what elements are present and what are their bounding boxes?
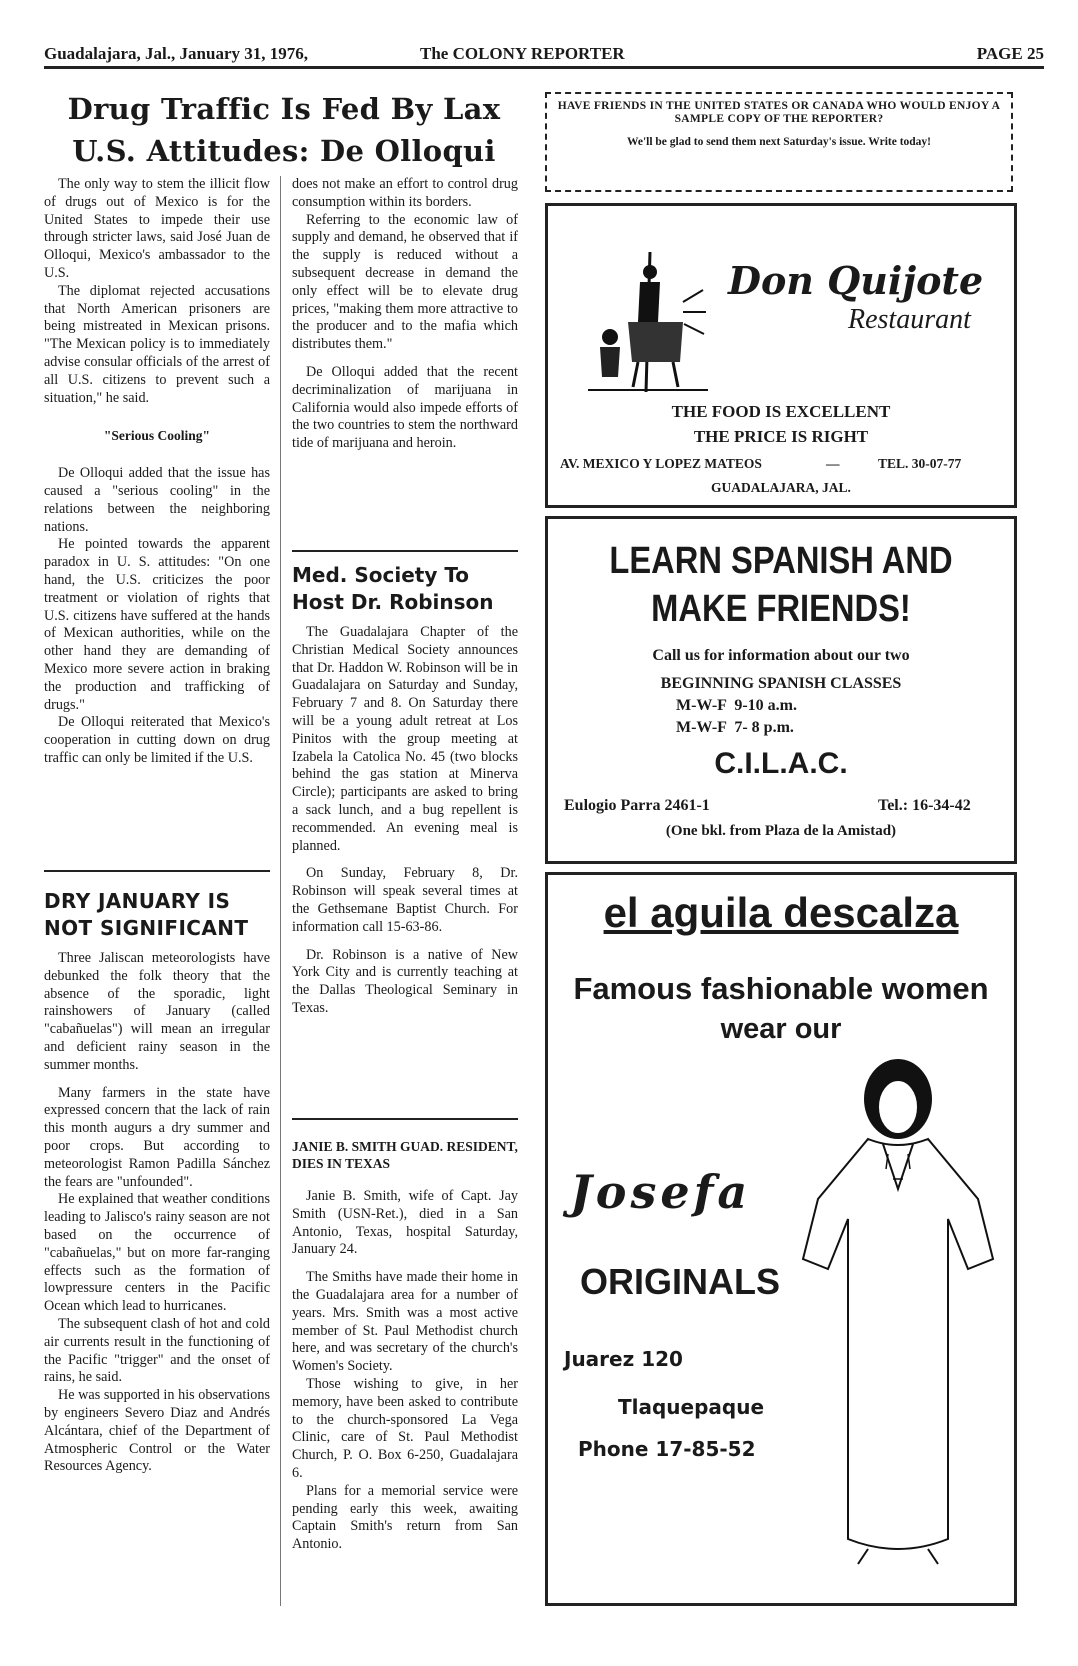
janie-paragraph: Janie B. Smith, wife of Capt. Jay Smith (USN-Ret.), died in a San Antonio, Texas, hospital Saturday, January 24. <box>292 1188 518 1258</box>
spanish-classes: BEGINNING SPANISH CLASSES <box>660 675 902 692</box>
drug-headline-line1: Drug Traffic Is Fed By Lax <box>67 92 501 126</box>
dry-paragraph: Many farmers in the state have expressed concern that the lack of rain this month augurs a dry summer and poor crops. But according to meteorologist Ramon Padilla Sánchez the fears are "unfounded". <box>44 1084 270 1190</box>
dash: — <box>826 456 840 471</box>
dry-paragraph: Three Jaliscan meteorologists have debunked the folk theory that the absence of the sporadic, light rainshowers of January (called "cabañuelas") will mean an irregular and deficient rainy season in the summer months. <box>44 950 270 1073</box>
restaurant-phone: TEL. 30-07-77 <box>878 456 962 471</box>
drug-headline-line2: U.S. Attitudes: De Olloqui <box>72 134 496 168</box>
med-paragraph: Dr. Robinson is a native of New York City and is currently teaching at the Dallas Theological Seminary in Texas. <box>292 946 518 1016</box>
drug-paragraph: does not make an effort to control drug consumption within its borders. <box>292 176 518 210</box>
aguila-descalza-ad <box>545 872 1017 1606</box>
store-phone: Phone 17-85-52 <box>578 1437 756 1461</box>
school-phone: Tel.: 16-34-42 <box>878 797 971 814</box>
dry-paragraph: He explained that weather conditions leading to Jalisco's rainy season are not based on the occurrence of "cabañuelas," but on more far-ranging effects such as the formation of lowpressure centers in the Pacific Ocean which lead to hurricanes. <box>44 1191 270 1315</box>
promo-line2: We'll be glad to send them next Saturday's issue. Write today! <box>626 136 932 148</box>
med-paragraph: The Guadalajara Chapter of the Christian Medical Society announces that Dr. Haddon W. Robinson will be in Guadalajara on Saturday and Sunday, February 7 and 8. On Saturday there will be a young adult retreat at Los Pinitos with the group meeting at Izabela la Catolica No. 45 (two blocks behind the gas station at Minerva Circle); participants are asked to bring a sack lunch, and a bug repellent is recommended. An evening meal is planned. <box>292 624 518 854</box>
school-address: Eulogio Parra 2461-1 <box>564 797 710 814</box>
med-paragraph: On Sunday, February 8, Dr. Robinson will speak several times at the Gethsemane Baptist Church. For information call 15-63-86. <box>292 865 518 935</box>
don-quijote-illustration-icon <box>588 242 708 392</box>
med-society-headline: Med. Society To Host Dr. Robinson <box>292 563 494 614</box>
janie-paragraph: Plans for a memorial service were pending early this week, awaiting Captain Smith's return from San Antonio. <box>292 1482 518 1553</box>
promo-line1: HAVE FRIENDS IN THE UNITED STATES OR CANADA WHO WOULD ENJOY A SAMPLE COPY OF THE REPORTER? <box>557 100 1001 125</box>
janie-smith-headline: JANIE B. SMITH GUAD. RESIDENT, DIES IN TEXAS <box>292 1139 518 1171</box>
store-address: Juarez 120 <box>564 1347 683 1371</box>
dry-january-headline: DRY JANUARY IS NOT SIGNIFICANT <box>44 889 249 940</box>
drug-paragraph: The diplomat rejected accusations that North American prisoners are being mistreated in Mexican prisons. "The Mexican policy is to immediately advise consular officials of the arrest of all U.S. citizens to prevent such a situation," he said. <box>44 282 270 406</box>
restaurant-address: AV. MEXICO Y LOPEZ MATEOS <box>560 456 762 471</box>
drug-subhead: "Serious Cooling" <box>103 428 211 444</box>
brand-name: Josefa <box>570 1165 752 1219</box>
spanish-schedule-1: M-W-F 9-10 a.m. <box>676 697 797 714</box>
restaurant-city: GUADALAJARA, JAL. <box>711 480 851 495</box>
spanish-title-line1: LEARN SPANISH AND <box>609 540 953 582</box>
drug-paragraph: De Olloqui added that the issue has caused a "serious cooling" in the relations between the neighboring nations. <box>44 465 270 535</box>
food-tagline: THE FOOD IS EXCELLENT <box>671 402 891 421</box>
drug-paragraph: The only way to stem the illicit flow of drugs out of Mexico is for the United States to impede their use through stricter laws, said José Juan de Olloqui, Mexico's ambassador to the U.S. <box>44 176 270 281</box>
drug-paragraph: De Olloqui added that the recent decriminalization of marijuana in California would also impede efforts of the two countries to stem the northward tide of marijuana and heroin. <box>292 363 518 452</box>
school-location-note: (One bkl. from Plaza de la Amistad) <box>665 823 897 839</box>
divider <box>292 1118 518 1120</box>
aguila-line1: Famous fashionable women <box>573 971 989 1006</box>
aguila-line2: wear our <box>720 1013 842 1045</box>
janie-paragraph: Those wishing to give, in her memory, have been asked to contribute to the church-sponsored La Vega Clinic, care of St. Paul Methodist Church, P. O. Box 6-250, Guadalajara 6. <box>292 1375 518 1481</box>
price-tagline: THE PRICE IS RIGHT <box>693 427 869 446</box>
drug-column-2 <box>292 176 518 453</box>
store-name: el aguila descalza <box>603 889 959 936</box>
spanish-title-line2: MAKE FRIENDS! <box>651 588 911 630</box>
restaurant-subtitle: Restaurant <box>848 304 971 335</box>
subscription-promo <box>545 92 1013 192</box>
spanish-call: Call us for information about our two <box>652 647 910 664</box>
paper-name: The COLONY REPORTER <box>420 44 625 63</box>
drug-paragraph: De Olloqui reiterated that Mexico's cooperation in cutting down on drug traffic can only be limited if the U.S. <box>44 714 270 766</box>
column-divider <box>280 176 281 1606</box>
woman-in-dress-illustration-icon <box>798 1059 998 1569</box>
janie-smith-article <box>292 1138 518 1554</box>
divider <box>292 550 518 552</box>
masthead-rule <box>44 66 1044 69</box>
divider <box>44 870 270 872</box>
issue-date: Guadalajara, Jal., January 31, 1976, <box>44 44 308 63</box>
masthead <box>44 42 1044 66</box>
don-quijote-ad <box>545 203 1017 508</box>
dry-paragraph: The subsequent clash of hot and cold air currents result in the functioning of the Pacific "trigger" and the onset of rains, he said. <box>44 1315 270 1386</box>
dry-paragraph: He was supported in his observations by engineers Severo Diaz and Andrés Alcántara, chief of the Department of Atmospheric Control or the Water Resources Agency. <box>44 1387 270 1475</box>
drug-headline <box>44 88 524 172</box>
page-number: PAGE 25 <box>976 44 1044 63</box>
restaurant-name: Don Quijote <box>728 258 984 303</box>
med-society-article <box>292 562 518 1018</box>
brand-originals: ORIGINALS <box>580 1261 781 1302</box>
dry-january-article <box>44 888 270 1476</box>
store-town: Tlaquepaque <box>618 1395 765 1419</box>
drug-paragraph: He pointed towards the apparent paradox in U. S. attitudes: "On one hand, the U.S. criticizes the poor treatment or violation of rights that U.S. citizens have suffered at the hands of Mexican authorities, while on the other hand they are demanding of Mexico more severe action in braking the production and trafficking of drugs." <box>44 536 270 713</box>
janie-paragraph: The Smiths have made their home in the Guadalajara area for a number of years. Mrs. Smith was a most active member of St. Paul Methodist church here, and was secretary of the church's Women's Society. <box>292 1269 518 1375</box>
school-name: C.I.L.A.C. <box>714 747 848 780</box>
drug-paragraph: Referring to the economic law of supply and demand, he observed that if the supply is reduced without a subsequent decrease in demand the only effect will be to elevate drug prices, "making them more attractive to the producer and to the mafia which distributes them." <box>292 211 518 353</box>
drug-column-1 <box>44 176 270 768</box>
spanish-class-ad <box>545 516 1017 864</box>
spanish-schedule-2: M-W-F 7- 8 p.m. <box>676 719 794 736</box>
